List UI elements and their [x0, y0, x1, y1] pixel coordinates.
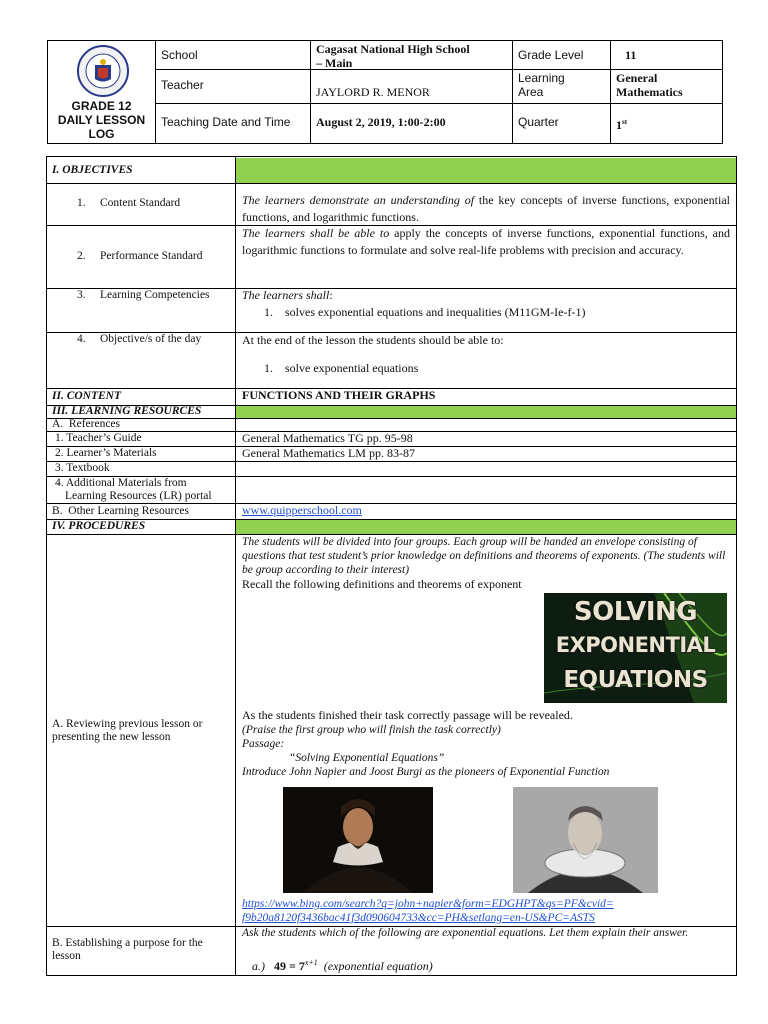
purpose-text: Ask the students which of the following are exponential equations. Let them explain their answer.	[242, 927, 689, 939]
image-source-link[interactable]: https://www.bing.com/search?q=john+napier&form=EDGHPT&qs=PF&cvid= f9b20a8120f3436bac41f3d090604733&cc=PH&setlang=en-US&PC=ASTS	[242, 898, 614, 924]
school-label: School	[161, 48, 198, 62]
learning-area-label: Learning Area	[518, 71, 565, 99]
performance-standard-label: 2. Performance Standard	[77, 250, 203, 262]
praise-note: (Praise the first group who will finish the task correctly)	[242, 724, 501, 736]
objective-of-day-text: At the end of the lesson the students should be able to: 1. solve exponential equations	[242, 333, 504, 375]
content-standard-label: 1. Content Standard	[77, 197, 181, 209]
solving-exponential-equations-banner: SOLVING EXPONENTIAL EQUATIONS	[544, 593, 727, 703]
objectives-heading: I. OBJECTIVES	[52, 164, 133, 176]
teachers-guide-value: General Mathematics TG pp. 95-98	[242, 431, 413, 445]
john-napier-portrait	[283, 787, 433, 893]
performance-standard-text: The learners shall be able to apply the concepts of inverse functions, exponential functions, and logarithmic functions to formulate and solve real-life problems with precision and accuracy.	[242, 226, 731, 257]
quarter-value: 1st	[616, 118, 628, 132]
joost-burgi-portrait	[513, 787, 658, 893]
content-value: FUNCTIONS AND THEIR GRAPHS	[242, 388, 436, 402]
reviewing-lesson-label: A. Reviewing previous lesson or presenting the new lesson	[52, 718, 203, 743]
quipper-link[interactable]: www.quipperschool.com	[242, 503, 362, 517]
recall-text: Recall the following definitions and theorems of exponent	[242, 577, 522, 591]
equation-item-a: a.) $49 = 7^{x+1}$ (exponential equation)	[252, 958, 433, 973]
date-value: August 2, 2019, 1:00-2:00	[316, 115, 446, 129]
teacher-label: Teacher	[161, 78, 204, 92]
learning-competencies-text: The learners shall: 1. solves exponential equations and inequalities (M11GM-Ie-f-1)	[242, 288, 586, 319]
procedures-heading: IV. PROCEDURES	[52, 520, 146, 532]
finished-text: As the students finished their task correctly passage will be revealed.	[242, 708, 573, 722]
references-label: A. References	[52, 418, 121, 430]
learners-materials-value: General Mathematics LM pp. 83-87	[242, 446, 415, 460]
textbook-label: 3. Textbook	[55, 462, 110, 474]
teachers-guide-label: 1. Teacher’s Guide	[55, 432, 142, 444]
additional-materials-label: 4. Additional Materials from Learning Resources (LR) portal	[55, 477, 212, 502]
header-table	[47, 40, 723, 144]
objective-of-day-label: 4. Objective/s of the day	[77, 333, 202, 345]
grade-label: GRADE 12 DAILY LESSON LOG	[57, 99, 146, 141]
purpose-label: B. Establishing a purpose for the lesson	[52, 937, 203, 962]
other-resources-label: B. Other Learning Resources	[52, 505, 190, 517]
quarter-label: Quarter	[518, 115, 559, 129]
content-heading: II. CONTENT	[52, 390, 122, 402]
date-label: Teaching Date and Time	[161, 115, 291, 129]
teacher-value: JAYLORD R. MENOR	[316, 85, 430, 99]
school-value: Cagasat National High School – Main	[316, 42, 470, 70]
learning-competencies-label: 3. Learning Competencies	[77, 289, 210, 301]
grouping-instructions: The students will be divided into four groups. Each group will be handed an envelope consisting of questions that test student’s prior knowledge on definitions and theorems of exponents. (The students will be group according to their interest)	[242, 536, 726, 576]
learning-area-value: General Mathematics	[616, 71, 683, 99]
content-standard-text: The learners demonstrate an understanding of the key concepts of inverse functions, exponential functions, and logarithmic functions.	[242, 193, 730, 224]
passage-label: Passage:	[242, 738, 285, 750]
passage-title: “Solving Exponential Equations”	[289, 752, 445, 764]
resources-heading: III. LEARNING RESOURCES	[52, 405, 202, 417]
learners-materials-label: 2. Learner’s Materials	[55, 447, 157, 459]
pioneers-text: Introduce John Napier and Joost Burgi as the pioneers of Exponential Function	[242, 766, 610, 778]
grade-level-value: 11	[625, 48, 637, 62]
grade-level-label: Grade Level	[518, 48, 584, 62]
